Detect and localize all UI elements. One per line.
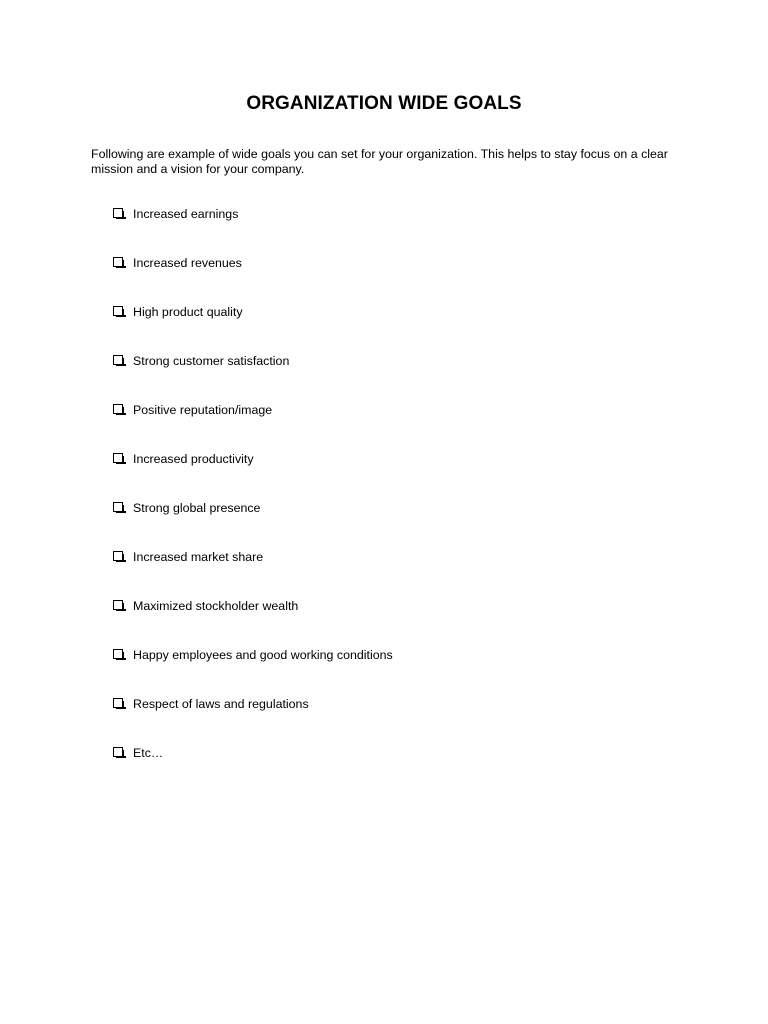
goals-checklist <box>113 206 393 794</box>
checkbox-icon <box>113 453 123 463</box>
intro-paragraph <box>91 147 701 176</box>
goal-label: Etc… <box>133 746 164 760</box>
goal-label: Increased earnings <box>133 207 239 221</box>
checkbox-icon <box>113 502 123 512</box>
goal-item <box>113 647 393 696</box>
checkbox-icon <box>113 747 123 757</box>
goal-item <box>113 598 393 647</box>
goal-item <box>113 353 393 402</box>
goal-label: Happy employees and good working conditions <box>133 648 393 662</box>
goal-label: Increased revenues <box>133 256 242 270</box>
goal-label: Respect of laws and regulations <box>133 697 309 711</box>
checkbox-icon <box>113 698 123 708</box>
goal-item <box>113 206 393 255</box>
goal-item <box>113 451 393 500</box>
intro-line: mission and a vision for your company. <box>91 161 305 176</box>
goal-label: Positive reputation/image <box>133 403 273 417</box>
checkbox-icon <box>113 306 123 316</box>
goal-item <box>113 500 393 549</box>
checkbox-icon <box>113 404 123 414</box>
goal-label: Increased productivity <box>133 452 254 466</box>
goal-label: Strong customer satisfaction <box>133 354 290 368</box>
goal-item <box>113 745 393 794</box>
checkbox-icon <box>113 649 123 659</box>
goal-item <box>113 696 393 745</box>
goal-item <box>113 549 393 598</box>
checkbox-icon <box>113 551 123 561</box>
checkbox-icon <box>113 355 123 365</box>
goal-item <box>113 402 393 451</box>
goal-label: Strong global presence <box>133 501 261 515</box>
goal-item <box>113 255 393 304</box>
goal-label: High product quality <box>133 305 243 319</box>
goal-label: Maximized stockholder wealth <box>133 599 299 613</box>
checkbox-icon <box>113 208 123 218</box>
checkbox-icon <box>113 257 123 267</box>
document-title: ORGANIZATION WIDE GOALS <box>246 93 522 114</box>
goal-item <box>113 304 393 353</box>
checkbox-icon <box>113 600 123 610</box>
intro-line: Following are example of wide goals you can set for your organization. This helps to stay focus on a clear <box>91 147 668 161</box>
goal-label: Increased market share <box>133 550 264 564</box>
